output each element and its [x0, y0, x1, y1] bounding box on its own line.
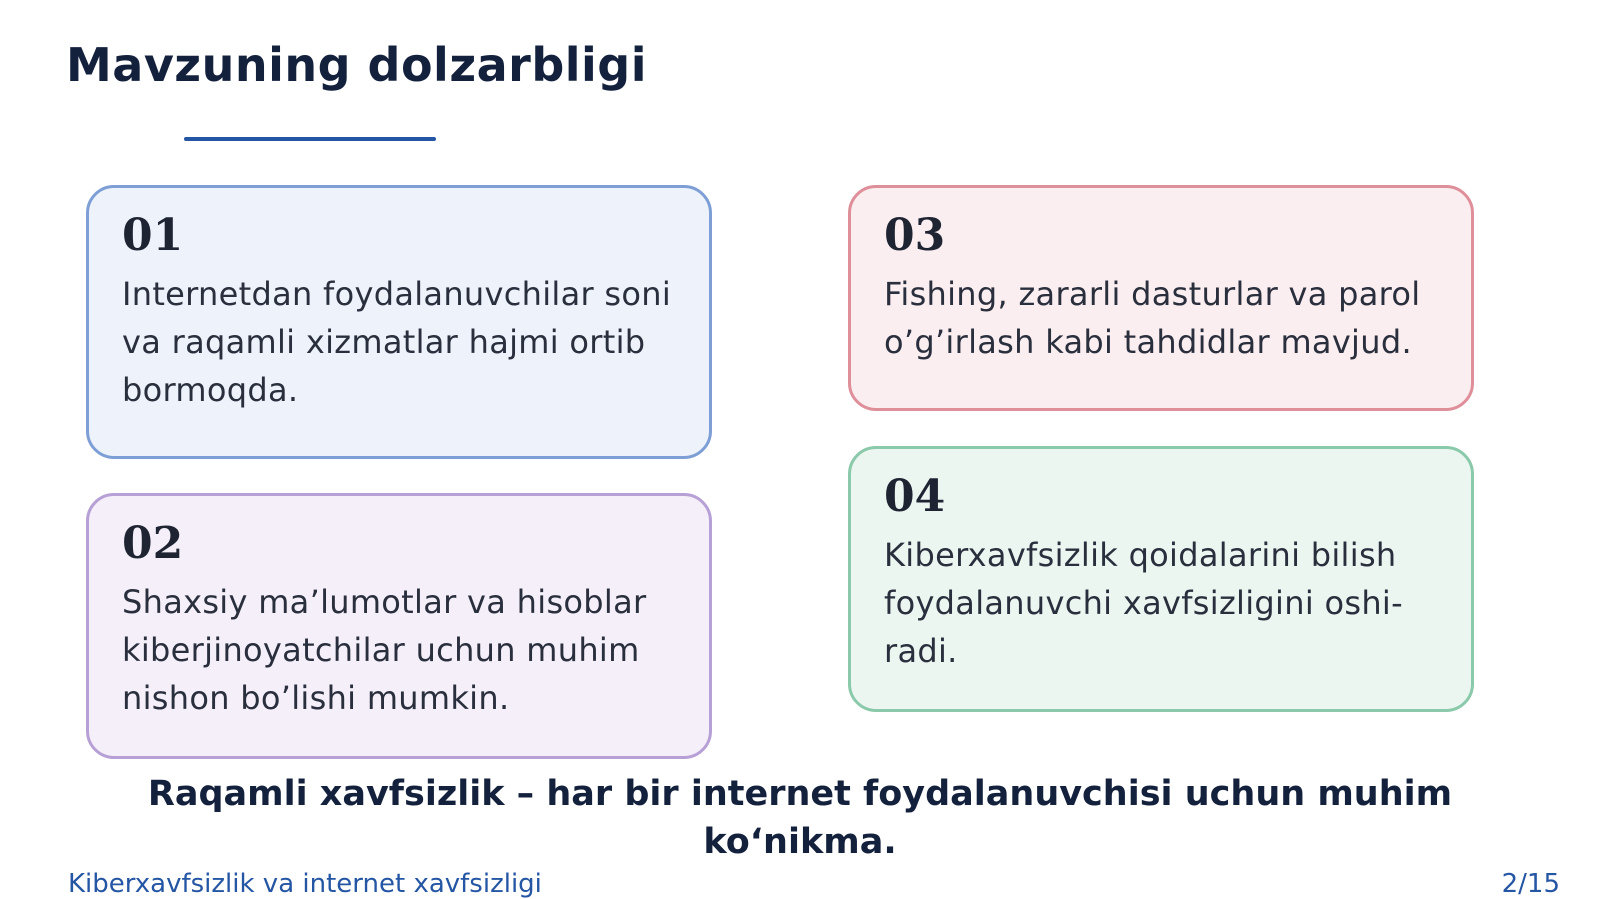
card-text-line: foydalanuvchi xavfsizligini oshi- — [884, 584, 1403, 622]
card-text-line: Kiberxavfsizlik qoidalarini bilish — [884, 536, 1397, 574]
card-number: 03 — [884, 210, 946, 261]
footer-presentation-title: Kiberxavfsizlik va internet xavfsizligi — [68, 869, 542, 899]
card-text-line: va raqamli xizmatlar hajmi ortib — [122, 323, 646, 361]
card-text-line: Internetdan foydalanuvchilar soni — [122, 275, 672, 313]
card-number: 04 — [884, 471, 946, 522]
card-text-line: o’g’irlash kabi tahdidlar mavjud. — [884, 323, 1412, 361]
card-text-line: nishon bo’lishi mumkin. — [122, 679, 510, 717]
title-underline — [184, 137, 436, 141]
card-04 — [848, 446, 1474, 712]
conclusion-text — [120, 770, 1480, 866]
card-03 — [848, 185, 1474, 411]
footer-page-number: 2/15 — [1501, 869, 1560, 899]
card-number: 01 — [122, 210, 184, 261]
conclusion-line: Raqamli xavfsizlik – har bir internet foydalanuvchisi uchun muhim — [147, 774, 1453, 814]
slide-title: Mavzuning dolzarbligi — [66, 38, 647, 92]
card-text-line: Shaxsiy ma’lumotlar va hisoblar — [122, 583, 647, 621]
conclusion-line: ko‘nikma. — [703, 822, 897, 862]
card-text-line: bormoqda. — [122, 371, 299, 409]
card-02 — [86, 493, 712, 759]
card-text-line: kiberjinoyatchilar uchun muhim — [122, 631, 640, 669]
card-text-line: Fishing, zararli dasturlar va parol — [884, 275, 1421, 313]
card-number: 02 — [122, 518, 184, 569]
card-01 — [86, 185, 712, 459]
card-text-line: radi. — [884, 632, 958, 670]
